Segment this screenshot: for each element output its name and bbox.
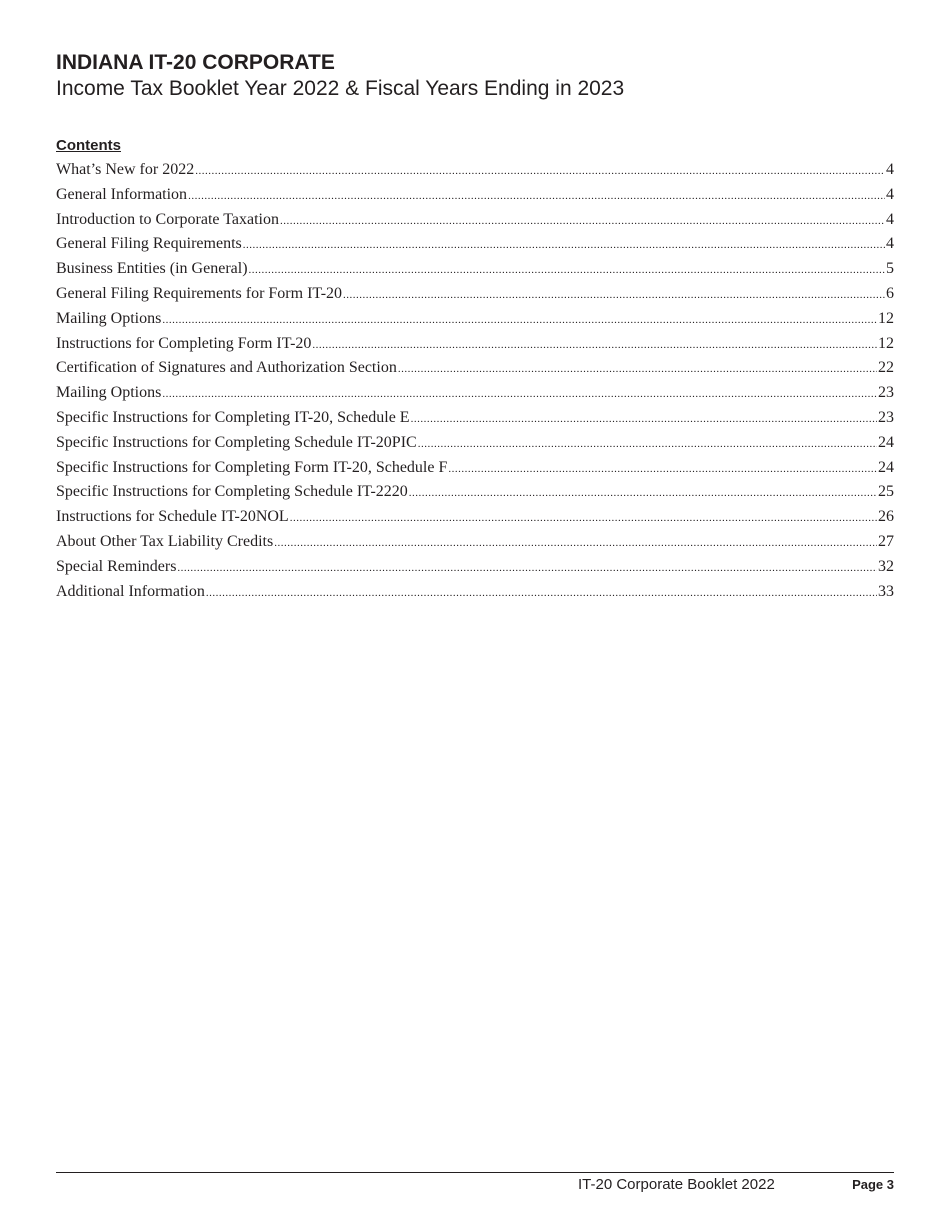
toc-entry-label: Specific Instructions for Completing Form IT-20, Schedule F xyxy=(56,458,448,476)
toc-entry-page: 24 xyxy=(878,458,894,476)
toc-entry-label: Specific Instructions for Completing Schedule IT-20PIC xyxy=(56,433,417,451)
toc-entry-page: 23 xyxy=(878,384,894,402)
toc-entry-mailing-options[interactable] xyxy=(56,307,894,332)
toc-entry-label: Mailing Options xyxy=(56,309,162,327)
toc-entry-label: Certification of Signatures and Authorization Section xyxy=(56,359,397,377)
toc-entry-special-reminders[interactable] xyxy=(56,555,894,580)
toc-dot-leader xyxy=(195,159,885,184)
toc-dot-leader xyxy=(280,209,885,234)
toc-entry-page: 25 xyxy=(878,483,894,501)
footer-divider xyxy=(56,1172,894,1173)
toc-entry-label: What’s New for 2022 xyxy=(56,161,195,178)
footer-booklet-name: IT-20 Corporate Booklet 2022 xyxy=(578,1176,775,1193)
toc-entry-general-information[interactable] xyxy=(56,183,894,208)
toc-entry-schedule-it20pic[interactable] xyxy=(56,431,894,456)
toc-entry-other-tax-credits[interactable] xyxy=(56,530,894,555)
toc-dot-leader xyxy=(206,581,877,606)
toc-entry-label: General Filing Requirements xyxy=(56,235,242,253)
toc-entry-label: Business Entities (in General) xyxy=(56,260,248,278)
toc-entry-page: 32 xyxy=(878,557,894,575)
toc-entry-label: Introduction to Corporate Taxation xyxy=(56,210,279,228)
toc-entry-page: 6 xyxy=(886,284,894,302)
toc-entry-general-filing-requirements[interactable] xyxy=(56,232,894,257)
document-title: INDIANA IT-20 CORPORATE xyxy=(56,51,335,74)
toc-entry-additional-information[interactable] xyxy=(56,580,894,605)
toc-entry-schedule-it20nol[interactable] xyxy=(56,505,894,530)
toc-entry-instructions-it20[interactable] xyxy=(56,332,894,357)
toc-entry-page: 12 xyxy=(878,309,894,327)
toc-entry-page: 4 xyxy=(886,161,894,178)
toc-dot-leader xyxy=(249,258,885,283)
toc-dot-leader xyxy=(188,184,885,209)
toc-dot-leader xyxy=(448,457,877,482)
toc-dot-leader xyxy=(312,333,877,358)
toc-dot-leader xyxy=(343,283,885,308)
toc-entry-label: Mailing Options xyxy=(56,384,162,402)
toc-entry-label: Additional Information xyxy=(56,582,205,600)
toc-entry-schedule-e[interactable] xyxy=(56,406,894,431)
toc-entry-page: 12 xyxy=(878,334,894,352)
toc-entry-business-entities[interactable] xyxy=(56,257,894,282)
toc-dot-leader xyxy=(418,432,877,457)
toc-entry-label: Specific Instructions for Completing Schedule IT-2220 xyxy=(56,483,408,501)
toc-entry-page: 4 xyxy=(886,235,894,253)
toc-entry-whats-new[interactable] xyxy=(56,158,894,183)
document-header xyxy=(56,50,896,102)
toc-dot-leader xyxy=(290,506,877,531)
toc-entry-page: 22 xyxy=(878,359,894,377)
toc-entry-label: Specific Instructions for Completing IT-20, Schedule E xyxy=(56,408,410,426)
toc-dot-leader xyxy=(177,556,877,581)
toc-entry-page: 26 xyxy=(878,508,894,526)
toc-dot-leader xyxy=(162,382,877,407)
toc-entry-page: 4 xyxy=(886,210,894,228)
table-of-contents xyxy=(56,158,894,604)
contents-heading: Contents xyxy=(56,137,121,154)
toc-dot-leader xyxy=(409,481,877,506)
toc-entry-mailing-options-2[interactable] xyxy=(56,381,894,406)
toc-entry-schedule-it2220[interactable] xyxy=(56,480,894,505)
toc-entry-page: 27 xyxy=(878,532,894,550)
toc-dot-leader xyxy=(274,531,877,556)
toc-entry-filing-requirements-it20[interactable] xyxy=(56,282,894,307)
toc-entry-page: 5 xyxy=(886,260,894,278)
toc-dot-leader xyxy=(411,407,877,432)
toc-entry-schedule-f[interactable] xyxy=(56,456,894,481)
toc-entry-certification-signatures[interactable] xyxy=(56,356,894,381)
toc-entry-label: General Filing Requirements for Form IT-20 xyxy=(56,284,343,302)
footer-page-number: Page 3 xyxy=(852,1177,894,1192)
toc-entry-label: Special Reminders xyxy=(56,557,177,575)
toc-entry-label: About Other Tax Liability Credits xyxy=(56,532,274,550)
toc-entry-label: General Information xyxy=(56,185,188,203)
toc-dot-leader xyxy=(243,233,885,258)
toc-entry-label: Instructions for Completing Form IT-20 xyxy=(56,334,312,352)
toc-entry-page: 24 xyxy=(878,433,894,451)
toc-entry-page: 33 xyxy=(878,582,894,600)
toc-entry-page: 23 xyxy=(878,408,894,426)
toc-dot-leader xyxy=(162,308,877,333)
toc-entry-label: Instructions for Schedule IT-20NOL xyxy=(56,508,289,526)
toc-dot-leader xyxy=(398,357,877,382)
document-subtitle: Income Tax Booklet Year 2022 & Fiscal Years Ending in 2023 xyxy=(56,77,625,100)
toc-entry-page: 4 xyxy=(886,185,894,203)
toc-entry-introduction[interactable] xyxy=(56,208,894,233)
